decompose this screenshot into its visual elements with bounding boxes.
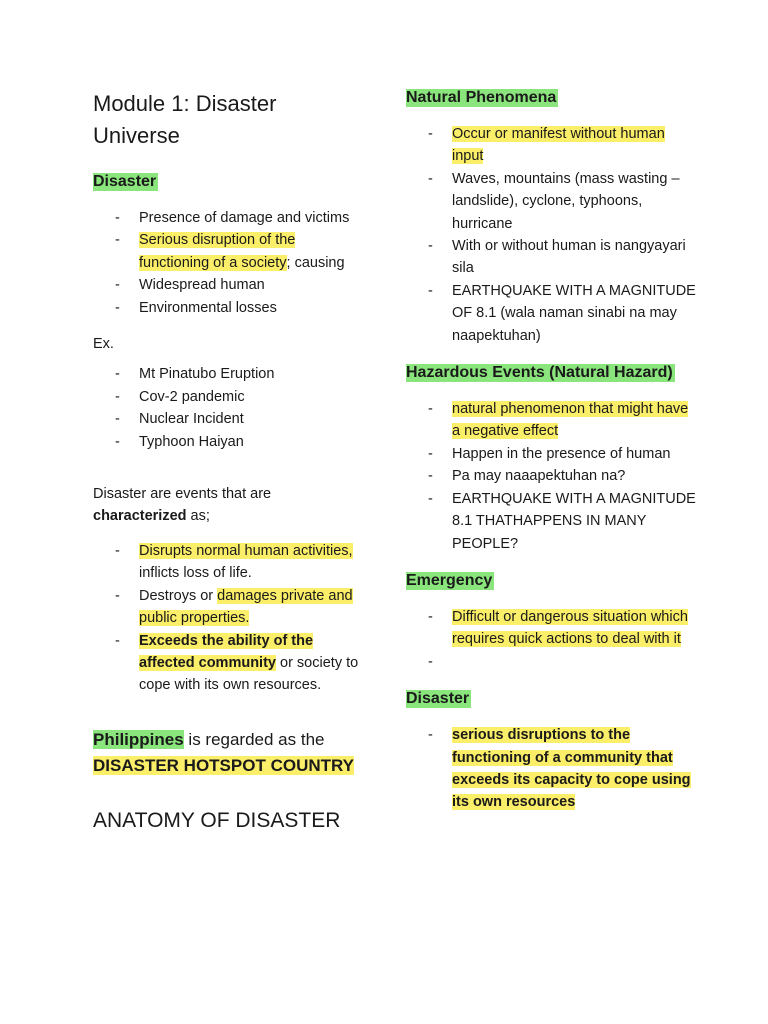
highlighted-text: Exceeds the ability of the affected community xyxy=(139,632,314,671)
list-item xyxy=(406,398,696,443)
emergency-heading xyxy=(406,569,696,592)
list-item-text: ; causing xyxy=(286,254,345,271)
highlighted-text: serious disruptions to the functioning of a community that exceeds its capacity to cope using its own resources xyxy=(452,727,691,811)
highlighted-text: natural phenomenon that might have a negative effect xyxy=(452,401,689,440)
list-item-text: Mt Pinatubo Eruption xyxy=(139,366,275,383)
list-item-text: EARTHQUAKE WITH A MAGNITUDE 8.1 THATHAPPENS IN MANY PEOPLE? xyxy=(452,490,696,552)
list-item xyxy=(93,274,368,296)
module-title-line1: Module 1: Disaster xyxy=(93,91,277,116)
highlighted-text: damages private and public properties. xyxy=(139,587,353,627)
heading-text: Natural Phenomena xyxy=(406,89,557,106)
disaster-right-heading xyxy=(406,687,696,710)
characteristics-list xyxy=(93,540,368,697)
list-item xyxy=(93,297,368,319)
module-title xyxy=(93,88,368,152)
heading-text: Hazardous Events (Natural Hazard) xyxy=(406,364,673,382)
right-column xyxy=(406,86,696,828)
list-item xyxy=(406,168,696,235)
examples-label: Ex. xyxy=(93,336,114,353)
list-item-text: Environmental losses xyxy=(139,299,277,316)
list-item-text: Typhoon Haiyan xyxy=(139,433,244,450)
highlighted-text: Occur or manifest without human input xyxy=(452,126,665,165)
hazardous-events-heading xyxy=(406,361,696,384)
list-item xyxy=(93,363,368,385)
list-item xyxy=(93,431,368,453)
disaster-heading-text: Disaster xyxy=(93,173,157,190)
hotspot-text: DISASTER HOTSPOT COUNTRY xyxy=(93,755,354,775)
list-item xyxy=(93,540,368,585)
list-item xyxy=(93,630,368,697)
list-item-text: Destroys or xyxy=(139,587,218,604)
list-item-text: Waves, mountains (mass wasting – landslide), cyclone, typhoons, hurricane xyxy=(452,170,680,232)
list-item xyxy=(93,207,368,229)
bold-text: characterized xyxy=(93,508,187,525)
heading-text: Emergency xyxy=(406,571,493,589)
characterized-paragraph xyxy=(93,483,368,528)
list-item xyxy=(406,606,696,651)
list-item-text: Presence of damage and victims xyxy=(139,210,350,226)
highlighted-text: Disrupts normal human activities, xyxy=(139,542,353,559)
list-item xyxy=(406,465,696,487)
disaster-definition-list xyxy=(93,207,368,319)
list-item-text: or society to cope with its own resources. xyxy=(139,654,359,694)
list-item xyxy=(93,585,368,630)
paragraph-text: is regarded as the xyxy=(183,729,325,749)
list-item-text: inflicts loss of life. xyxy=(139,565,252,582)
list-item-text: Widespread human xyxy=(139,277,265,294)
list-item xyxy=(93,229,368,274)
paragraph-text: as; xyxy=(186,508,210,525)
list-item-text: Pa may naaapektuhan na? xyxy=(452,468,626,485)
philippines-statement xyxy=(93,727,368,779)
paragraph-text: Disaster are events that are xyxy=(93,486,272,503)
highlighted-text: Philippines xyxy=(93,729,184,749)
natural-phenomena-list xyxy=(406,123,696,347)
list-item-text: EARTHQUAKE WITH A MAGNITUDE OF 8.1 (wala naman sinabi na may naapektuhan) xyxy=(452,282,696,344)
disaster-heading xyxy=(93,170,368,193)
disaster-right-list xyxy=(406,724,696,814)
list-item xyxy=(406,724,696,814)
anatomy-heading: ANATOMY OF DISASTER xyxy=(93,808,341,832)
list-item xyxy=(93,408,368,430)
highlighted-text: Serious disruption of the functioning of a society xyxy=(139,232,296,271)
left-column xyxy=(93,88,368,835)
list-item xyxy=(406,280,696,347)
list-item-text: Nuclear Incident xyxy=(139,411,244,428)
module-title-line2: Universe xyxy=(93,123,180,148)
list-item-text: Happen in the presence of human xyxy=(452,445,671,462)
list-item xyxy=(406,235,696,280)
highlighted-text: Difficult or dangerous situation which requires quick actions to deal with it xyxy=(452,608,688,648)
list-item xyxy=(406,123,696,168)
list-item xyxy=(406,443,696,465)
list-item-text: Cov-2 pandemic xyxy=(139,388,245,405)
list-item xyxy=(406,488,696,555)
list-item xyxy=(406,651,696,673)
emergency-list xyxy=(406,606,696,673)
list-item-text: With or without human is nangyayari sila xyxy=(452,238,686,277)
list-item xyxy=(93,386,368,408)
heading-text: Disaster xyxy=(406,690,470,708)
natural-phenomena-heading xyxy=(406,86,696,109)
examples-list xyxy=(93,363,368,453)
hazardous-events-list xyxy=(406,398,696,555)
